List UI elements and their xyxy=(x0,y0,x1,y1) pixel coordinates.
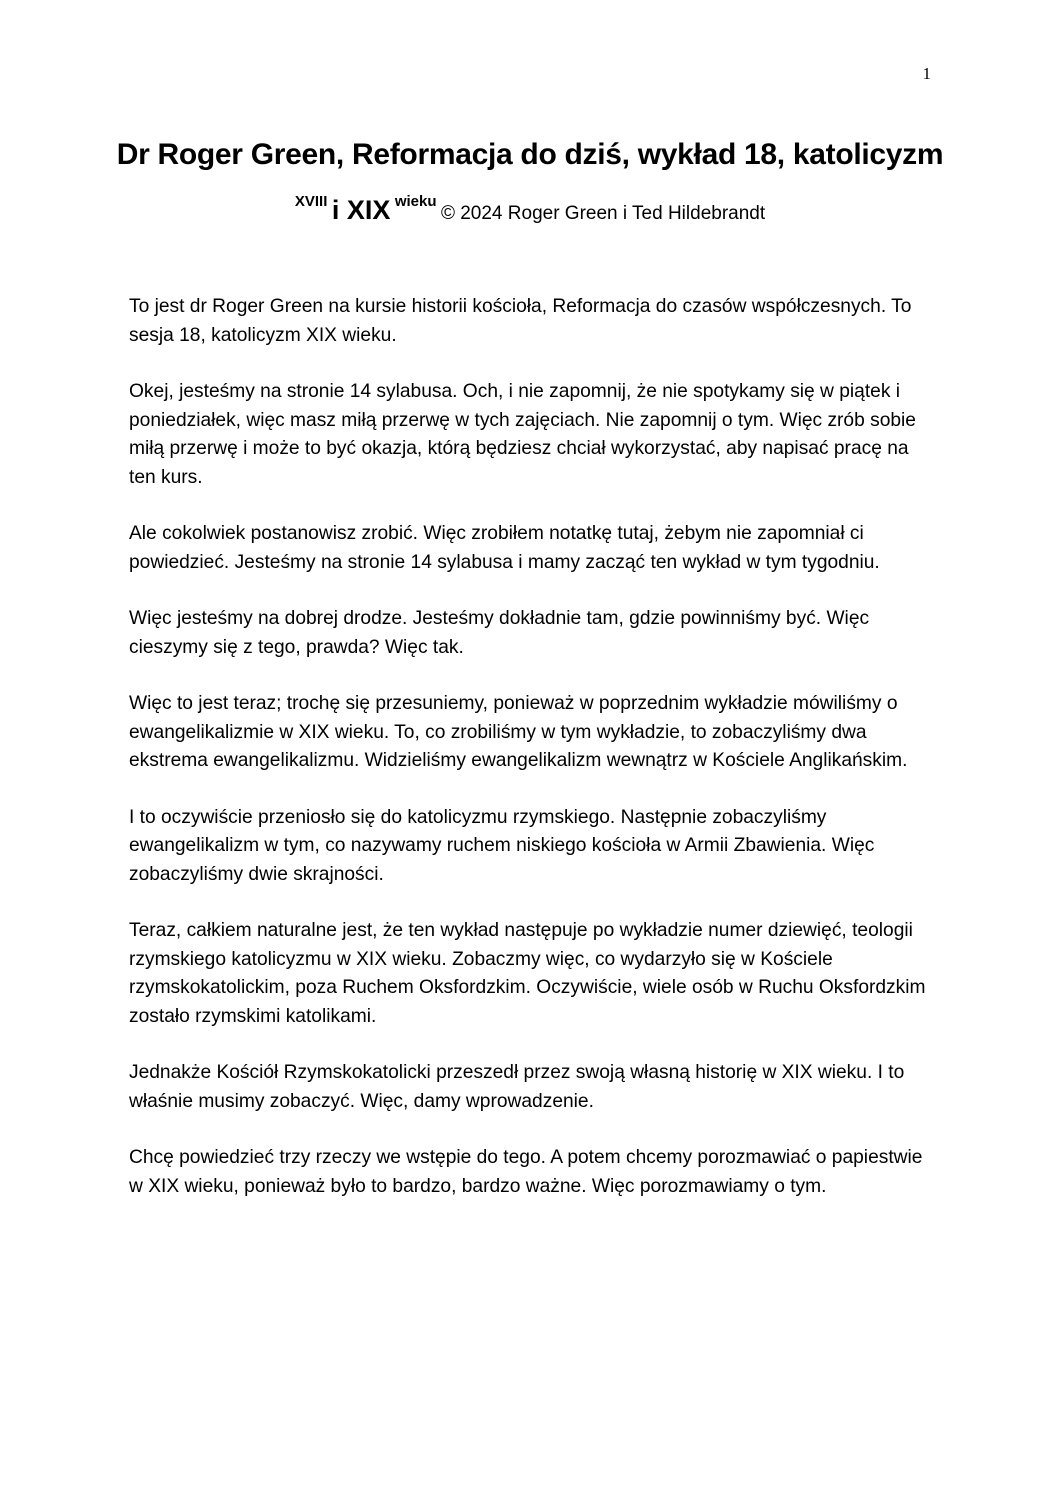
document-subtitle xyxy=(100,184,960,233)
paragraph: I to oczywiście przeniosło się do katolicyzmu rzymskiego. Następnie zobaczyliśmy ewangelikalizm w tym, co nazywamy ruchem niskiego kościoła w Armii Zbawienia. Więc zobaczyliśmy dwie skrajności. xyxy=(129,806,875,885)
subtitle-main: i XIX xyxy=(331,195,391,225)
paragraph: Jednakże Kościół Rzymskokatolicki przeszedł przez swoją własną historię w XIX wieku. I to właśnie musimy zobaczyć. Więc, damy wprowadzenie. xyxy=(129,1062,905,1112)
paragraph: Więc to jest teraz; trochę się przesuniemy, ponieważ w poprzednim wykładzie mówiliśmy o ewangelikalizmie w XIX wieku. To, co zrobiliśmy w tym wykładzie, to zobaczyliśmy dwa ekstrema ewangelikalizmu. Widzieliśmy ewangelikalizm wewnątrz w Kościele Anglikańskim. xyxy=(129,693,908,771)
document-body xyxy=(129,293,939,1229)
paragraph: Okej, jesteśmy na stronie 14 sylabusa. Och, i nie zapomnij, że nie spotykamy się w piątek i poniedziałek, więc masz miłą przerwę w tych zajęciach. Nie zapomnij o tym. Więc zrób sobie miłą przerwę i może to być okazja, którą będziesz chciał wykorzystać, aby napisać pracę na ten kurs. xyxy=(129,381,916,488)
document-header xyxy=(100,132,960,233)
document-title: Dr Roger Green, Reformacja do dziś, wykład 18, katolicyzm xyxy=(116,138,944,171)
paragraph: Teraz, całkiem naturalne jest, że ten wykład następuje po wykładzie numer dziewięć, teologii rzymskiego katolicyzmu w XIX wieku. Zobaczmy więc, co wydarzyło się w Kościele rzymskokatolickim, poza Ruchem Oksfordzkim. Oczywiście, wiele osób w Ruchu Oksfordzkim zostało rzymskimi katolikami. xyxy=(129,920,926,1027)
copyright-notice: © 2024 Roger Green i Ted Hildebrandt xyxy=(440,203,766,224)
subtitle-superscript-century: XVIII xyxy=(294,193,328,210)
paragraph: Ale cokolwiek postanowisz zrobić. Więc zrobiłem notatkę tutaj, żebym nie zapomniał ci powiedzieć. Jesteśmy na stronie 14 sylabusa i mamy zacząć ten wykład w tym tygodniu. xyxy=(129,523,880,573)
subtitle-superscript-word: wieku xyxy=(394,193,437,210)
paragraph: Chcę powiedzieć trzy rzeczy we wstępie do tego. A potem chcemy porozmawiać o papiestwie w XIX wieku, ponieważ było to bardzo, bardzo ważne. Więc porozmawiamy o tym. xyxy=(129,1147,923,1197)
paragraph: To jest dr Roger Green na kursie historii kościoła, Reformacja do czasów współczesnych. To sesja 18, katolicyzm XIX wieku. xyxy=(129,296,912,346)
paragraph: Więc jesteśmy na dobrej drodze. Jesteśmy dokładnie tam, gdzie powinniśmy być. Więc cieszymy się z tego, prawda? Więc tak. xyxy=(129,608,870,658)
page-number: 1 xyxy=(922,64,931,83)
